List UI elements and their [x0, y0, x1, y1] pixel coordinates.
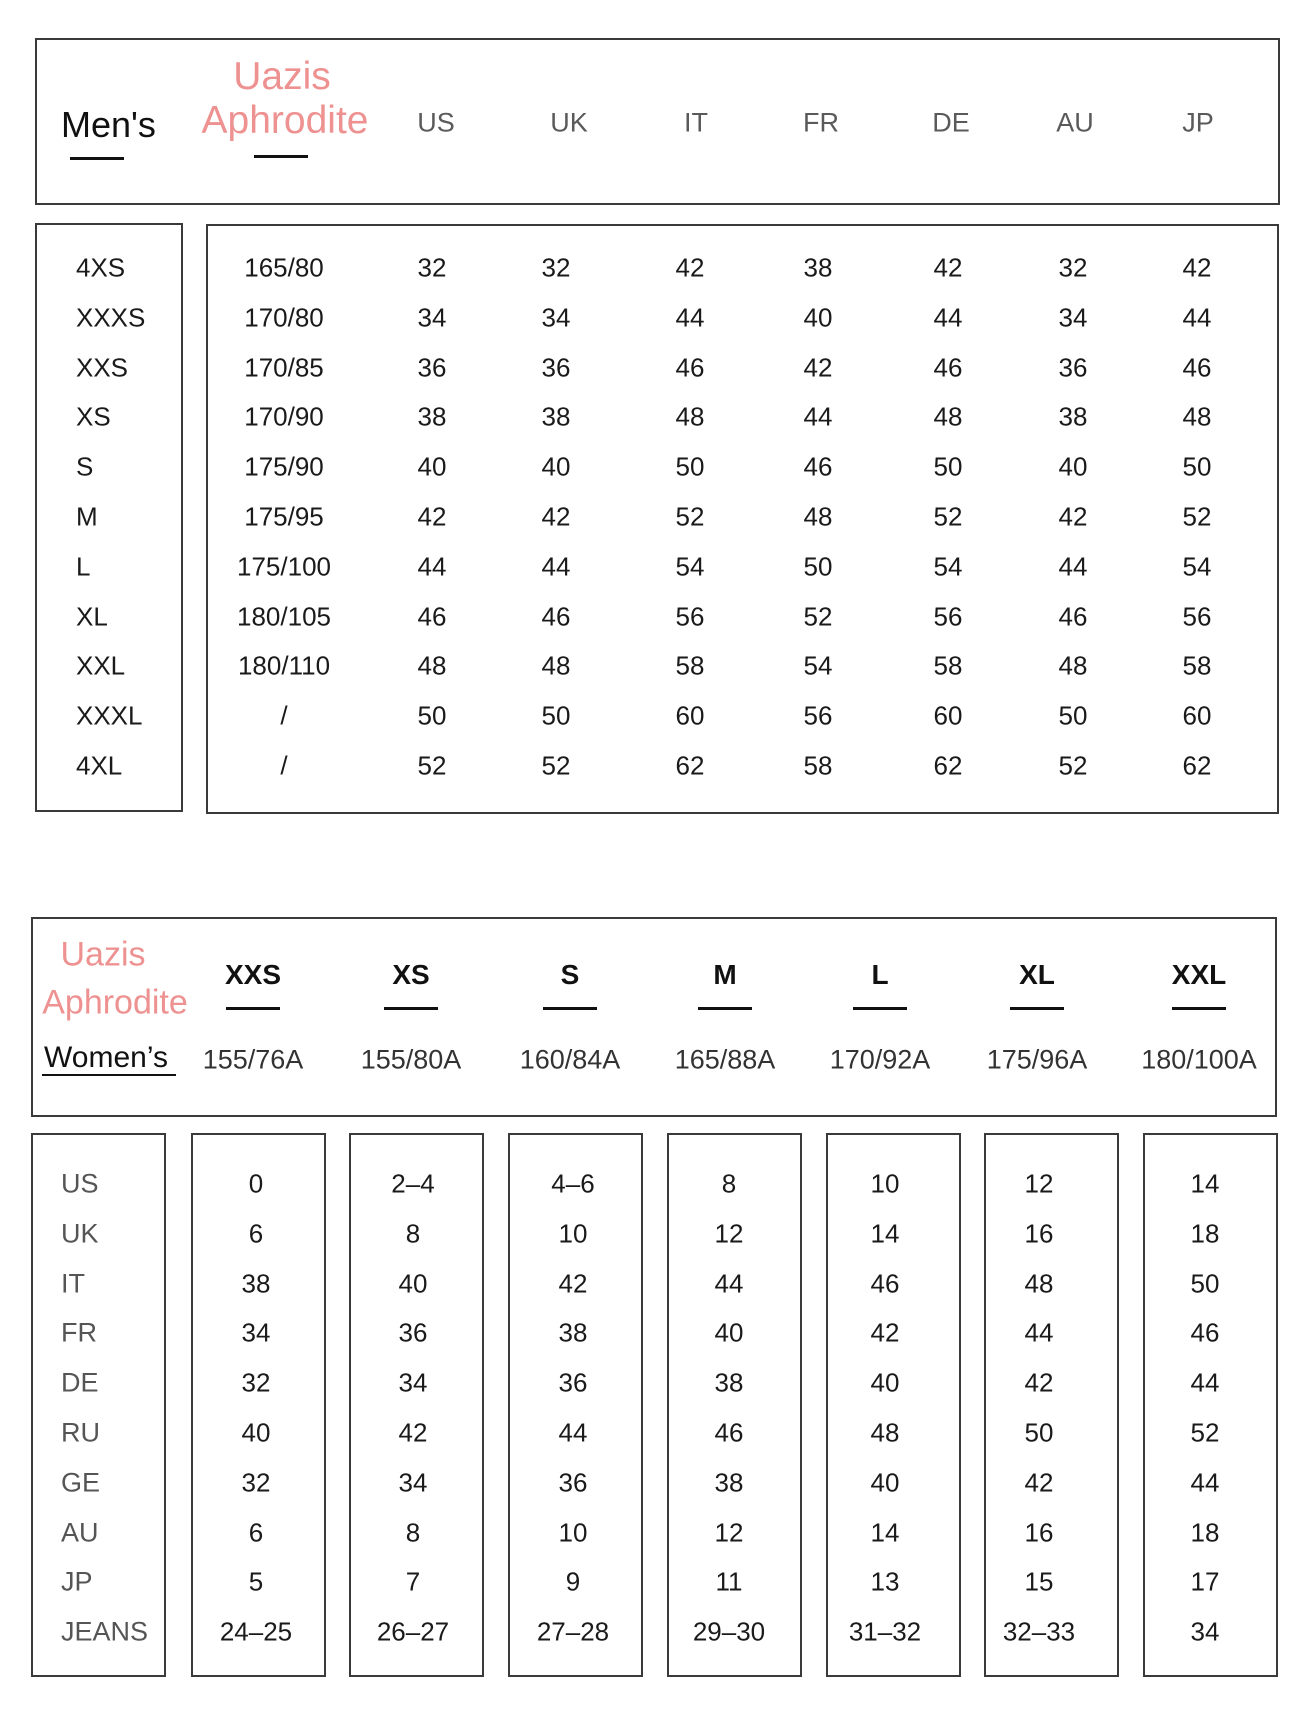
mens-table-cell: 50	[675, 451, 705, 482]
mens-table-cell: 42	[933, 252, 963, 283]
mens-table-cell: 50	[541, 700, 571, 731]
womens-size-underline	[384, 1007, 438, 1010]
mens-table-cell: 46	[541, 601, 571, 632]
mens-table-cell: 32	[1058, 252, 1088, 283]
mens-table-cell: 34	[417, 302, 447, 333]
womens-size-underline	[226, 1007, 280, 1010]
mens-table-cell: 44	[417, 551, 447, 582]
mens-table-cell: 38	[803, 252, 833, 283]
womens-row-label: JEANS	[61, 1616, 149, 1647]
womens-table-cell: 46	[870, 1268, 900, 1299]
mens-table-cell: 36	[1058, 352, 1088, 383]
mens-table-cell: 32	[417, 252, 447, 283]
womens-table-cell: 14	[870, 1517, 900, 1548]
womens-table-cell: 6	[248, 1517, 264, 1548]
mens-table-cell: 52	[803, 601, 833, 632]
womens-table-cell: 38	[558, 1317, 588, 1348]
mens-size-label: XXL	[76, 650, 126, 681]
womens-table-cell: 34	[1190, 1616, 1220, 1647]
mens-table-cell: 62	[933, 750, 963, 781]
mens-table-cell: 180/110	[237, 650, 331, 681]
womens-table-cell: 38	[714, 1467, 744, 1498]
mens-table-cell: 48	[541, 650, 571, 681]
womens-row-label: JP	[61, 1566, 93, 1597]
mens-table-cell: 52	[417, 750, 447, 781]
womens-table-cell: 38	[241, 1268, 271, 1299]
mens-size-label: 4XS	[76, 252, 126, 283]
womens-table-cell: 17	[1190, 1566, 1220, 1597]
mens-table-cell: 165/80	[244, 252, 324, 283]
mens-brand-line2: Aphrodite	[201, 99, 369, 142]
womens-table-cell: 34	[241, 1317, 271, 1348]
mens-table-cell: 58	[1182, 650, 1212, 681]
mens-table-cell: 52	[933, 501, 963, 532]
womens-height-label: 160/84A	[519, 1044, 621, 1075]
womens-table-cell: 12	[714, 1517, 744, 1548]
womens-table-cell: 42	[398, 1417, 428, 1448]
mens-table-cell: 40	[803, 302, 833, 333]
mens-table-cell: 54	[933, 551, 963, 582]
womens-table-cell: 34	[398, 1467, 428, 1498]
womens-table-cell: 38	[714, 1367, 744, 1398]
womens-table-cell: 42	[1024, 1467, 1054, 1498]
mens-size-label: S	[76, 451, 94, 482]
mens-table-cell: 44	[541, 551, 571, 582]
mens-table-cell: 42	[1182, 252, 1212, 283]
womens-table-cell: 10	[870, 1168, 900, 1199]
womens-row-label: GE	[61, 1467, 101, 1498]
mens-table-cell: 62	[1182, 750, 1212, 781]
womens-size-underline	[1010, 1007, 1064, 1010]
womens-size-header: M	[713, 959, 737, 990]
mens-table-cell: 58	[675, 650, 705, 681]
womens-size-header: L	[871, 959, 889, 990]
womens-table-cell: 11	[715, 1566, 743, 1597]
womens-size-header: XS	[392, 959, 430, 990]
womens-table-cell: 40	[714, 1317, 744, 1348]
mens-table-cell: 170/85	[244, 352, 324, 383]
mens-table-cell: 40	[417, 451, 447, 482]
womens-table-cell: 7	[405, 1566, 421, 1597]
mens-table-cell: 56	[675, 601, 705, 632]
womens-brand-line1: Uazis	[60, 935, 146, 974]
mens-table-cell: 50	[803, 551, 833, 582]
womens-size-underline	[543, 1007, 597, 1010]
mens-table-cell: 42	[417, 501, 447, 532]
womens-size-header: XL	[1019, 959, 1055, 990]
womens-table-cell: 5	[248, 1566, 264, 1597]
womens-table-cell: 6	[248, 1218, 264, 1249]
mens-column-header: FR	[803, 107, 839, 138]
womens-height-label: 155/80A	[360, 1044, 462, 1075]
womens-table-cell: 40	[870, 1467, 900, 1498]
mens-table-cell: 46	[675, 352, 705, 383]
mens-table-cell: 48	[1182, 401, 1212, 432]
womens-row-label: IT	[61, 1268, 85, 1299]
womens-table-cell: 0	[248, 1168, 264, 1199]
mens-table-cell: 48	[933, 401, 963, 432]
womens-row-label: FR	[61, 1317, 97, 1348]
womens-table-cell: 46	[1190, 1317, 1220, 1348]
womens-table-cell: 24–25	[219, 1616, 293, 1647]
mens-table-cell: 42	[675, 252, 705, 283]
mens-table-cell: 56	[1182, 601, 1212, 632]
womens-table-cell: 12	[714, 1218, 744, 1249]
womens-table-cell: 44	[714, 1268, 744, 1299]
mens-table-cell: 32	[541, 252, 571, 283]
womens-table-cell: 14	[1190, 1168, 1220, 1199]
mens-table-cell: 50	[1182, 451, 1212, 482]
mens-brand-line1: Uazis	[233, 55, 331, 98]
womens-table-cell: 9	[565, 1566, 581, 1597]
mens-table-cell: 54	[1182, 551, 1212, 582]
mens-table-cell: 34	[541, 302, 571, 333]
mens-table-cell: 40	[541, 451, 571, 482]
womens-size-underline	[698, 1007, 752, 1010]
mens-column-header: IT	[684, 107, 708, 138]
mens-table-cell: 60	[675, 700, 705, 731]
womens-table-cell: 8	[405, 1218, 421, 1249]
womens-title-underline	[42, 1074, 176, 1076]
mens-table-cell: 36	[417, 352, 447, 383]
womens-table-cell: 36	[558, 1467, 588, 1498]
womens-table-cell: 48	[870, 1417, 900, 1448]
mens-table-cell: 46	[933, 352, 963, 383]
mens-table-cell: 50	[933, 451, 963, 482]
mens-table-cell: 44	[675, 302, 705, 333]
mens-title-underline	[70, 157, 124, 160]
womens-table-cell: 8	[405, 1517, 421, 1548]
womens-table-cell: 14	[870, 1218, 900, 1249]
mens-table-cell: 56	[803, 700, 833, 731]
womens-table-cell: 42	[558, 1268, 588, 1299]
womens-table-cell: 50	[1190, 1268, 1220, 1299]
womens-table-cell: 13	[870, 1566, 900, 1597]
womens-table-cell: 42	[870, 1317, 900, 1348]
womens-table-cell: 31–32	[848, 1616, 922, 1647]
womens-table-cell: 52	[1190, 1417, 1220, 1448]
mens-table-cell: 46	[803, 451, 833, 482]
mens-table-cell: 170/80	[244, 302, 324, 333]
womens-table-cell: 40	[398, 1268, 428, 1299]
mens-table-cell: 38	[1058, 401, 1088, 432]
mens-size-label: M	[76, 501, 98, 532]
mens-column-header: DE	[932, 107, 970, 138]
mens-table-cell: 46	[1058, 601, 1088, 632]
mens-size-label: XXXS	[76, 302, 146, 333]
womens-table-cell: 48	[1024, 1268, 1054, 1299]
womens-table-cell: 36	[558, 1367, 588, 1398]
womens-table-cell: 44	[1190, 1467, 1220, 1498]
womens-row-label: AU	[61, 1517, 99, 1548]
womens-table-cell: 40	[870, 1367, 900, 1398]
mens-table-cell: 34	[1058, 302, 1088, 333]
mens-size-label: XL	[76, 601, 108, 632]
mens-table-cell: 175/90	[244, 451, 324, 482]
womens-size-header: S	[560, 959, 580, 990]
womens-table-cell: 40	[241, 1417, 271, 1448]
womens-table-cell: 44	[1024, 1317, 1054, 1348]
womens-row-label: US	[61, 1168, 99, 1199]
mens-table-cell: 54	[803, 650, 833, 681]
mens-table-cell: 42	[541, 501, 571, 532]
mens-table-cell: 52	[1058, 750, 1088, 781]
mens-table-cell: 48	[1058, 650, 1088, 681]
mens-table-cell: 175/100	[237, 551, 331, 582]
womens-height-label: 165/88A	[674, 1044, 776, 1075]
mens-table-cell: /	[280, 750, 288, 781]
womens-size-header: XXS	[224, 959, 282, 990]
mens-size-label: XXS	[76, 352, 129, 383]
mens-brand-underline	[254, 155, 308, 158]
womens-table-cell: 27–28	[536, 1616, 610, 1647]
mens-table-cell: 44	[803, 401, 833, 432]
mens-size-label: L	[76, 551, 91, 582]
mens-table-cell: 38	[417, 401, 447, 432]
womens-table-cell: 8	[721, 1168, 737, 1199]
womens-table-cell: 18	[1190, 1218, 1220, 1249]
womens-title: Women’s	[44, 1041, 168, 1074]
womens-row-label: UK	[61, 1218, 99, 1249]
mens-table-cell: 48	[803, 501, 833, 532]
mens-size-label: XS	[76, 401, 111, 432]
womens-table-cell: 46	[714, 1417, 744, 1448]
mens-table-cell: 52	[1182, 501, 1212, 532]
mens-table-cell: 54	[675, 551, 705, 582]
mens-table-cell: 50	[417, 700, 447, 731]
womens-table-cell: 12	[1024, 1168, 1054, 1199]
mens-table-cell: 36	[541, 352, 571, 383]
womens-table-cell: 26–27	[376, 1616, 450, 1647]
mens-table-cell: 60	[933, 700, 963, 731]
mens-table-cell: 56	[933, 601, 963, 632]
mens-table-cell: 58	[933, 650, 963, 681]
womens-table-cell: 32	[241, 1367, 271, 1398]
womens-table-cell: 32–33	[1002, 1616, 1076, 1647]
womens-table-cell: 44	[558, 1417, 588, 1448]
womens-height-label: 155/76A	[202, 1044, 304, 1075]
womens-table-cell: 16	[1024, 1517, 1054, 1548]
mens-table-cell: 58	[803, 750, 833, 781]
mens-table-cell: 46	[1182, 352, 1212, 383]
womens-table-cell: 4–6	[551, 1168, 595, 1199]
womens-table-cell: 42	[1024, 1367, 1054, 1398]
womens-height-label: 175/96A	[986, 1044, 1088, 1075]
mens-size-label: 4XL	[76, 750, 123, 781]
womens-brand-line2: Aphrodite	[42, 983, 188, 1022]
mens-table-cell: /	[280, 700, 288, 731]
womens-row-label: RU	[61, 1417, 100, 1448]
mens-table-cell: 44	[1058, 551, 1088, 582]
womens-table-cell: 10	[558, 1218, 588, 1249]
mens-table-cell: 48	[675, 401, 705, 432]
mens-table-cell: 38	[541, 401, 571, 432]
womens-table-cell: 44	[1190, 1367, 1220, 1398]
womens-table-cell: 2–4	[391, 1168, 435, 1199]
mens-table-cell: 170/90	[244, 401, 324, 432]
mens-table-cell: 52	[541, 750, 571, 781]
mens-column-header: JP	[1182, 107, 1214, 138]
mens-column-header: UK	[550, 107, 588, 138]
womens-size-underline	[1172, 1007, 1226, 1010]
mens-table-cell: 50	[1058, 700, 1088, 731]
mens-table-cell: 60	[1182, 700, 1212, 731]
womens-label-box	[31, 1133, 166, 1677]
womens-table-cell: 18	[1190, 1517, 1220, 1548]
mens-table-cell: 46	[417, 601, 447, 632]
womens-table-cell: 50	[1024, 1417, 1054, 1448]
womens-table-cell: 29–30	[692, 1616, 766, 1647]
mens-column-header: AU	[1056, 107, 1094, 138]
womens-table-cell: 32	[241, 1467, 271, 1498]
womens-header-box	[31, 917, 1277, 1117]
mens-title: Men's	[61, 104, 156, 145]
womens-size-underline	[853, 1007, 907, 1010]
mens-values-box	[206, 224, 1279, 814]
womens-table-cell: 16	[1024, 1218, 1054, 1249]
womens-table-cell: 36	[398, 1317, 428, 1348]
womens-row-label: DE	[61, 1367, 99, 1398]
womens-table-cell: 15	[1024, 1566, 1054, 1597]
womens-height-label: 180/100A	[1141, 1044, 1257, 1075]
womens-height-label: 170/92A	[829, 1044, 931, 1075]
womens-size-header: XXL	[1171, 959, 1227, 990]
womens-table-cell: 34	[398, 1367, 428, 1398]
mens-size-label: XXXL	[76, 700, 143, 731]
mens-table-cell: 44	[933, 302, 963, 333]
mens-table-cell: 52	[675, 501, 705, 532]
mens-table-cell: 44	[1182, 302, 1212, 333]
mens-table-cell: 180/105	[237, 601, 331, 632]
mens-column-header: US	[417, 107, 455, 138]
mens-table-cell: 42	[1058, 501, 1088, 532]
mens-table-cell: 62	[675, 750, 705, 781]
mens-table-cell: 40	[1058, 451, 1088, 482]
womens-table-cell: 10	[558, 1517, 588, 1548]
mens-table-cell: 48	[417, 650, 447, 681]
mens-table-cell: 42	[803, 352, 833, 383]
mens-table-cell: 175/95	[244, 501, 324, 532]
